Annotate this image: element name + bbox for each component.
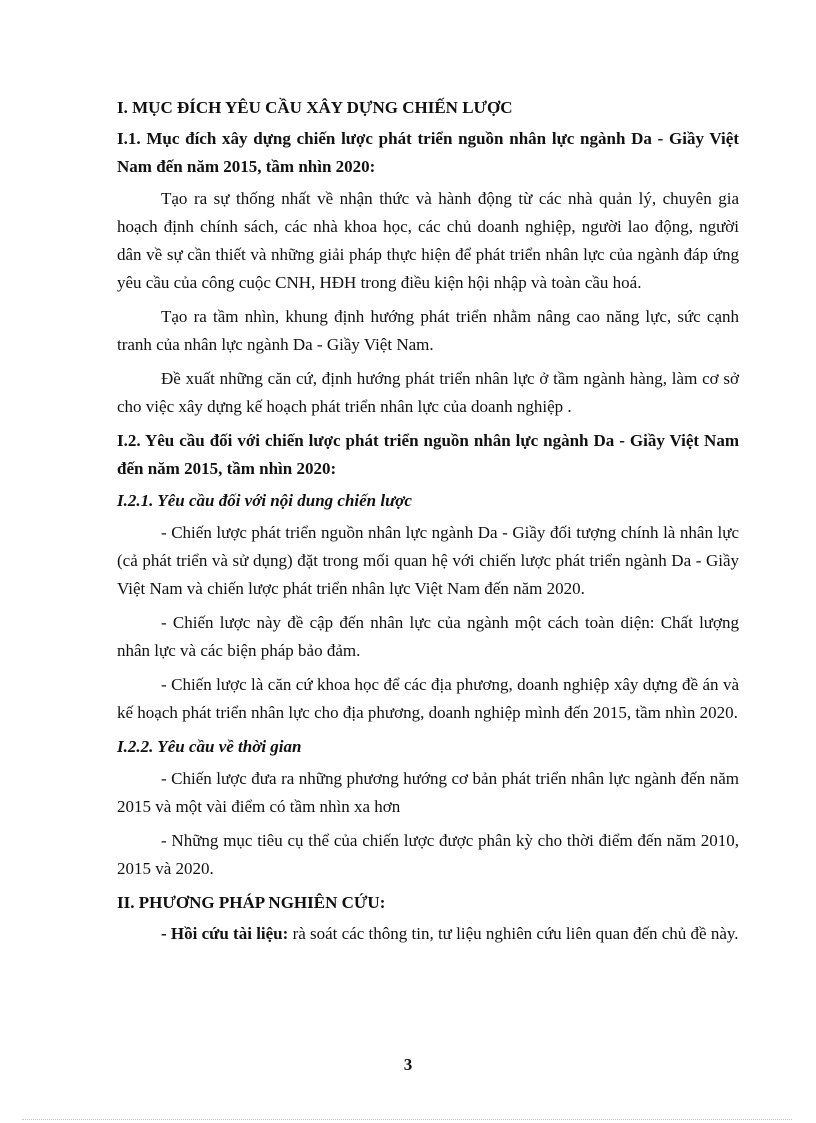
paragraph-proposal: Đề xuất những căn cứ, định hướng phát triển nhân lực ở tầm ngành hàng, làm cơ sở cho việc xây dựng kế hoạch phát triển nhân lực của doanh nghiệp . — [117, 369, 739, 416]
paragraph-vision: Tạo ra tầm nhìn, khung định hướng phát triển nhằm nâng cao năng lực, sức cạnh tranh của nhân lực ngành Da - Giầy Việt Nam. — [117, 307, 739, 354]
paragraph-directions: - Chiến lược đưa ra những phương hướng cơ bản phát triển nhân lực ngành đến năm 2015 và một vài điểm có tầm nhìn xa hơn — [117, 769, 739, 816]
subsection-heading-requirements: I.2. Yêu cầu đối với chiến lược phát triển nguồn nhân lực ngành Da - Giầy Việt Nam đến năm 2015, tầm nhìn 2020: — [117, 431, 739, 478]
paragraph-scientific-basis: - Chiến lược là căn cứ khoa học để các địa phương, doanh nghiệp xây dựng đề án và kế hoạch phát triển nhân lực cho địa phương, doanh nghiệp mình đến 2015, tầm nhìn 2020. — [117, 675, 739, 722]
page-number: 3 — [403, 1055, 413, 1074]
literature-review-text: rà soát các thông tin, tư liệu nghiên cứu liên quan đến chủ đề này. — [288, 924, 739, 943]
page-bottom-divider — [22, 1119, 792, 1120]
paragraph-strategy-object: - Chiến lược phát triển nguồn nhân lực ngành Da - Giầy đối tượng chính là nhân lực (cả phát triển và sử dụng) đặt trong mối quan hệ với chiến lược phát triển ngành Da - Giầy Việt Nam và chiến lược phát triển nhân lực Việt Nam đến năm 2020. — [117, 523, 739, 598]
section-heading-methodology: II. PHƯƠNG PHÁP NGHIÊN CỨU: — [117, 893, 386, 912]
paragraph-consensus: Tạo ra sự thống nhất về nhận thức và hành động từ các nhà quản lý, chuyên gia hoạch định chính sách, các nhà khoa học, các chủ doanh nghiệp, người lao động, người dân về sự cần thiết và những giải pháp thực hiện để phát triển nhân lực của ngành đáp ứng yêu cầu của công cuộc CNH, HĐH trong điều kiện hội nhập và toàn cầu hoá. — [117, 189, 739, 292]
page-content — [117, 94, 739, 954]
paragraph-literature-review — [117, 920, 739, 948]
literature-review-label: - Hồi cứu tài liệu: — [161, 924, 289, 943]
subsection-heading-purpose: I.1. Mục đích xây dựng chiến lược phát triển nguồn nhân lực ngành Da - Giầy Việt Nam đến năm 2015, tầm nhìn 2020: — [117, 129, 739, 176]
section-heading-purpose-requirements: I. MỤC ĐÍCH YÊU CẦU XÂY DỰNG CHIẾN LƯỢC — [117, 98, 513, 117]
paragraph-milestones: - Những mục tiêu cụ thể của chiến lược được phân kỳ cho thời điểm đến năm 2010, 2015 và 2020. — [117, 831, 739, 878]
subsection-heading-content-requirements: I.2.1. Yêu cầu đối với nội dung chiến lược — [117, 491, 412, 510]
subsection-heading-time-requirements: I.2.2. Yêu cầu về thời gian — [117, 737, 302, 756]
paragraph-comprehensive: - Chiến lược này đề cập đến nhân lực của ngành một cách toàn diện: Chất lượng nhân lực và các biện pháp bảo đảm. — [117, 613, 739, 660]
